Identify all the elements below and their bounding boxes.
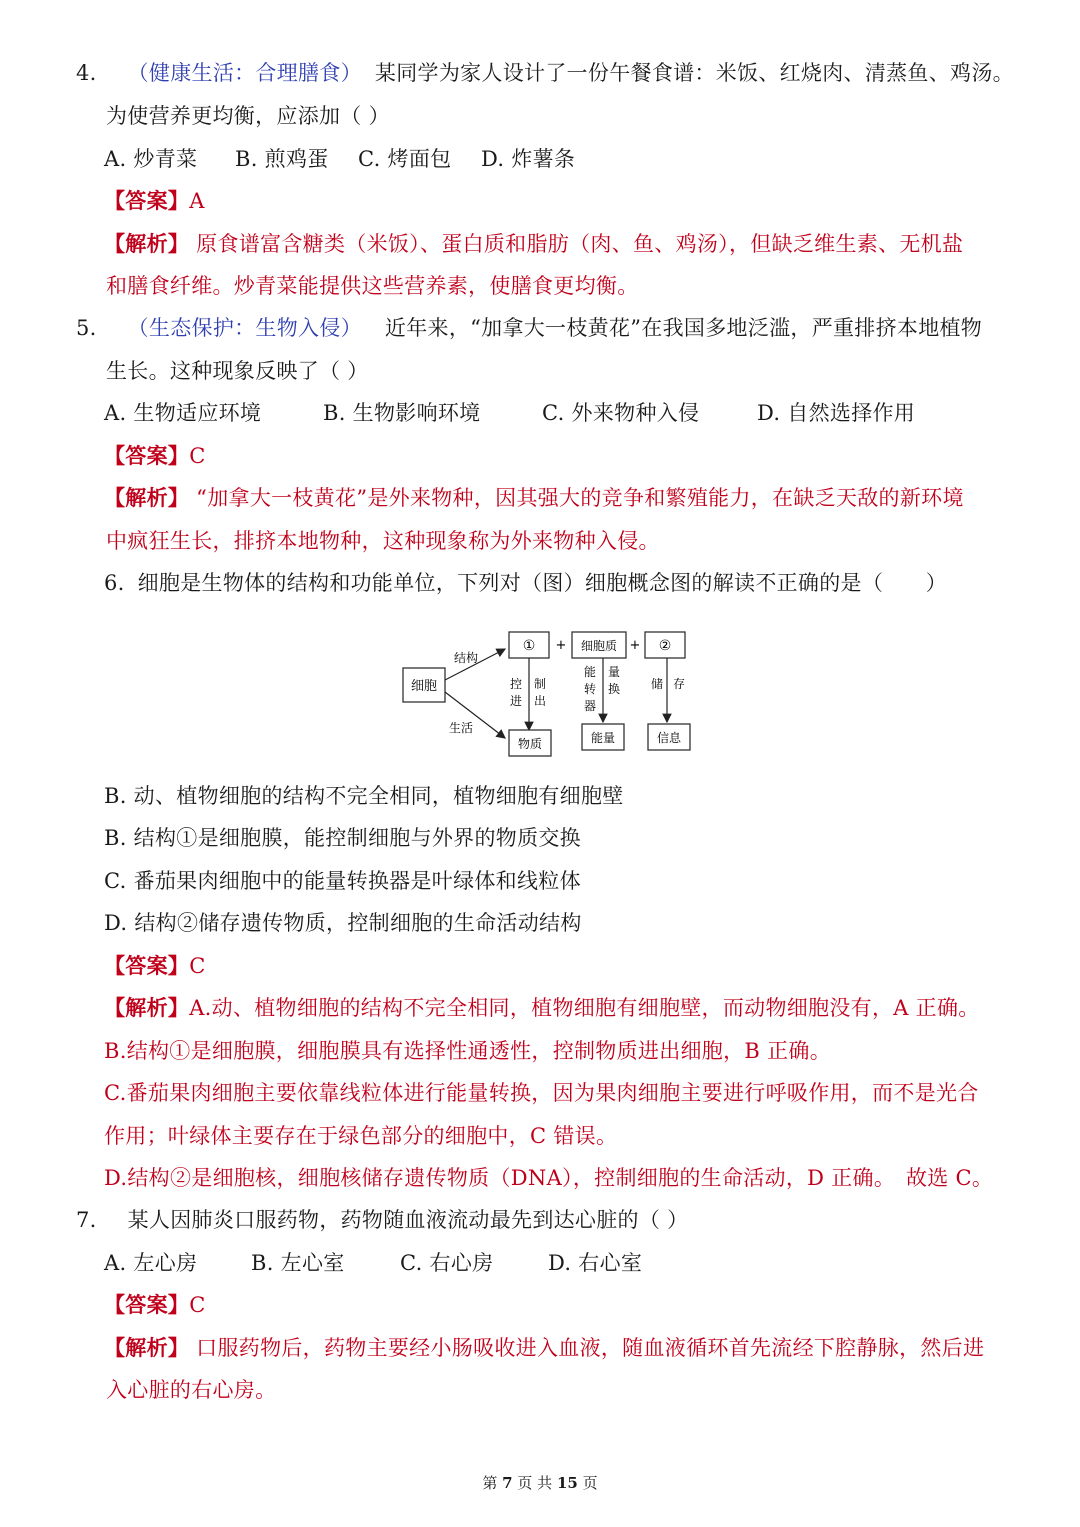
q5-stem: 近年来，“加拿大一枝黄花”在我国多地泛滥，严重排挤本地植物 (384, 316, 983, 340)
q5-analysis-line1 (104, 483, 964, 513)
energy-char-5: 换 (607, 682, 621, 696)
energy-char-1: 能 (583, 665, 597, 679)
q4-option-d: D. 炸薯条 (480, 147, 576, 171)
q6-answer (104, 951, 206, 981)
q7-option-c: C. 右心房 (399, 1251, 494, 1275)
q4-tag: （健康生活：合理膳食） (127, 61, 362, 85)
control-char-3: 制 (533, 677, 547, 691)
q4-answer-value: A (189, 189, 205, 213)
q5-option-d: D. 自然选择作用 (756, 401, 916, 425)
page-footer (0, 1472, 1080, 1494)
q5-answer-label: 【答案】 (104, 443, 190, 468)
life-label: 生活 (448, 721, 474, 735)
q5-answer-value: C (189, 444, 206, 468)
structure-label: 结构 (453, 651, 479, 665)
q5-stem-line2: 生长。这种现象反映了（ ） (106, 359, 369, 383)
cell-concept-diagram (395, 622, 705, 762)
footer-total-pages: 15 (556, 1474, 578, 1492)
q5-analysis-text1: “加拿大一枝黄花”是外来物种，因其强大的竞争和繁殖能力，在缺乏天敌的新环境 (189, 486, 964, 510)
q4-stem-line2: 为使营养更均衡，应添加（ ） (106, 104, 390, 128)
q4-stem: 某同学为家人设计了一份午餐食谱：米饭、红烧肉、清蒸鱼、鸡汤。 (374, 61, 1014, 85)
q4-answer-label: 【答案】 (104, 188, 190, 213)
q4-options (104, 144, 575, 174)
q4-answer (104, 186, 205, 216)
q4-analysis-text1: 原食谱富含糖类（米饭）、蛋白质和脂肪（肉、鱼、鸡汤），但缺乏维生素、无机盐 (189, 232, 964, 256)
q5-tag: （生态保护：生物入侵） (127, 316, 362, 340)
q4-option-c: C. 烤面包 (357, 147, 452, 171)
q7-option-d: D. 右心室 (547, 1251, 643, 1275)
q5-option-a: A. 生物适应环境 (104, 401, 262, 425)
q4-analysis-line1 (104, 229, 963, 259)
q4-number: 4. (76, 61, 97, 85)
q4-option-a: A. 炒青菜 (104, 147, 198, 171)
q5-analysis-line2: 中疯狂生长，排挤本地物种，这种现象称为外来物种入侵。 (106, 529, 660, 553)
q7-analysis-line1 (104, 1333, 984, 1363)
q6-number: 6. (104, 571, 125, 595)
info-label: 信息 (656, 731, 682, 745)
energy-char-3: 器 (583, 699, 597, 713)
q6-option-1: B. 动、植物细胞的结构不完全相同，植物细胞有细胞壁 (104, 784, 624, 808)
q6-answer-label: 【答案】 (104, 953, 190, 978)
q6-option-2: B. 结构①是细胞膜，能控制细胞与外界的物质交换 (104, 826, 581, 850)
footer-page-number: 7 (502, 1474, 513, 1492)
q6-option-3: C. 番茄果肉细胞中的能量转换器是叶绿体和线粒体 (104, 869, 581, 893)
q6-answer-value: C (189, 954, 206, 978)
q5-answer (104, 441, 206, 471)
control-char-1: 控 (509, 677, 523, 691)
q6-stem-line (104, 568, 947, 598)
q6-option-4: D. 结构②储存遗传物质，控制细胞的生命活动结构 (104, 911, 582, 935)
q7-answer (104, 1290, 206, 1320)
q6-analysis-line1 (104, 993, 980, 1023)
plus-1: + (555, 638, 567, 653)
q5-options (104, 398, 915, 428)
q6-analysis-line4: 作用；叶绿体主要存在于绿色部分的细胞中，C 错误。 (104, 1124, 618, 1148)
cell-label: 细胞 (410, 679, 438, 694)
q5-number: 5. (76, 316, 97, 340)
structure1-label: ① (522, 638, 536, 654)
footer-mid: 页 共 (517, 1474, 553, 1492)
q5-stem-line1 (76, 313, 982, 343)
q7-analysis-label: 【解析】 (104, 1335, 190, 1360)
q7-number: 7. (76, 1208, 97, 1232)
q6-analysis-label: 【解析】 (104, 995, 190, 1020)
control-char-2: 进 (509, 694, 523, 708)
q4-analysis-label: 【解析】 (104, 231, 190, 256)
q6-analysis-line3: C.番茄果肉细胞主要依靠线粒体进行能量转换，因为果肉细胞主要进行呼吸作用，而不是光合 (104, 1081, 979, 1105)
q4-stem-line1 (76, 58, 1014, 88)
q6-stem: 细胞是生物体的结构和功能单位，下列对（图）细胞概念图的解读不正确的是（ ） (137, 571, 948, 595)
energy-label: 能量 (590, 731, 616, 745)
control-char-4: 出 (533, 694, 547, 708)
q5-option-c: C. 外来物种入侵 (541, 401, 700, 425)
q7-answer-label: 【答案】 (104, 1292, 190, 1317)
cytoplasm-label: 细胞质 (580, 639, 618, 653)
q5-analysis-label: 【解析】 (104, 485, 190, 510)
q7-answer-value: C (189, 1293, 206, 1317)
q7-stem-line (76, 1205, 688, 1235)
q7-option-b: B. 左心室 (250, 1251, 345, 1275)
q7-option-a: A. 左心房 (104, 1251, 198, 1275)
q6-analysis-line2: B.结构①是细胞膜，细胞膜具有选择性通透性，控制物质进出细胞，B 正确。 (104, 1039, 832, 1063)
store-char-2: 存 (672, 677, 686, 691)
energy-char-4: 量 (607, 665, 621, 679)
structure2-label: ② (658, 638, 672, 654)
q7-analysis-line2: 入心脏的右心房。 (106, 1378, 277, 1402)
footer-pre: 第 (482, 1474, 498, 1492)
q6-analysis-text1: A.动、植物细胞的结构不完全相同，植物细胞有细胞壁，而动物细胞没有，A 正确。 (189, 996, 980, 1020)
q5-option-b: B. 生物影响环境 (322, 401, 481, 425)
q7-options (104, 1248, 642, 1278)
q6-analysis-line5: D.结构②是细胞核，细胞核储存遗传物质（DNA），控制细胞的生命活动，D 正确。 故选 C。 (104, 1166, 994, 1190)
energy-char-2: 转 (583, 682, 597, 696)
store-char-1: 储 (650, 677, 664, 691)
q4-option-b: B. 煎鸡蛋 (234, 147, 329, 171)
matter-label: 物质 (517, 737, 543, 751)
plus-2: + (629, 638, 641, 653)
q7-analysis-text1: 口服药物后，药物主要经小肠吸收进入血液，随血液循环首先流经下腔静脉，然后进 (189, 1336, 985, 1360)
footer-post: 页 (582, 1474, 598, 1492)
q7-stem: 某人因肺炎口服药物，药物随血液流动最先到达心脏的（ ） (127, 1208, 689, 1232)
q4-analysis-line2: 和膳食纤维。炒青菜能提供这些营养素，使膳食更均衡。 (106, 274, 639, 298)
